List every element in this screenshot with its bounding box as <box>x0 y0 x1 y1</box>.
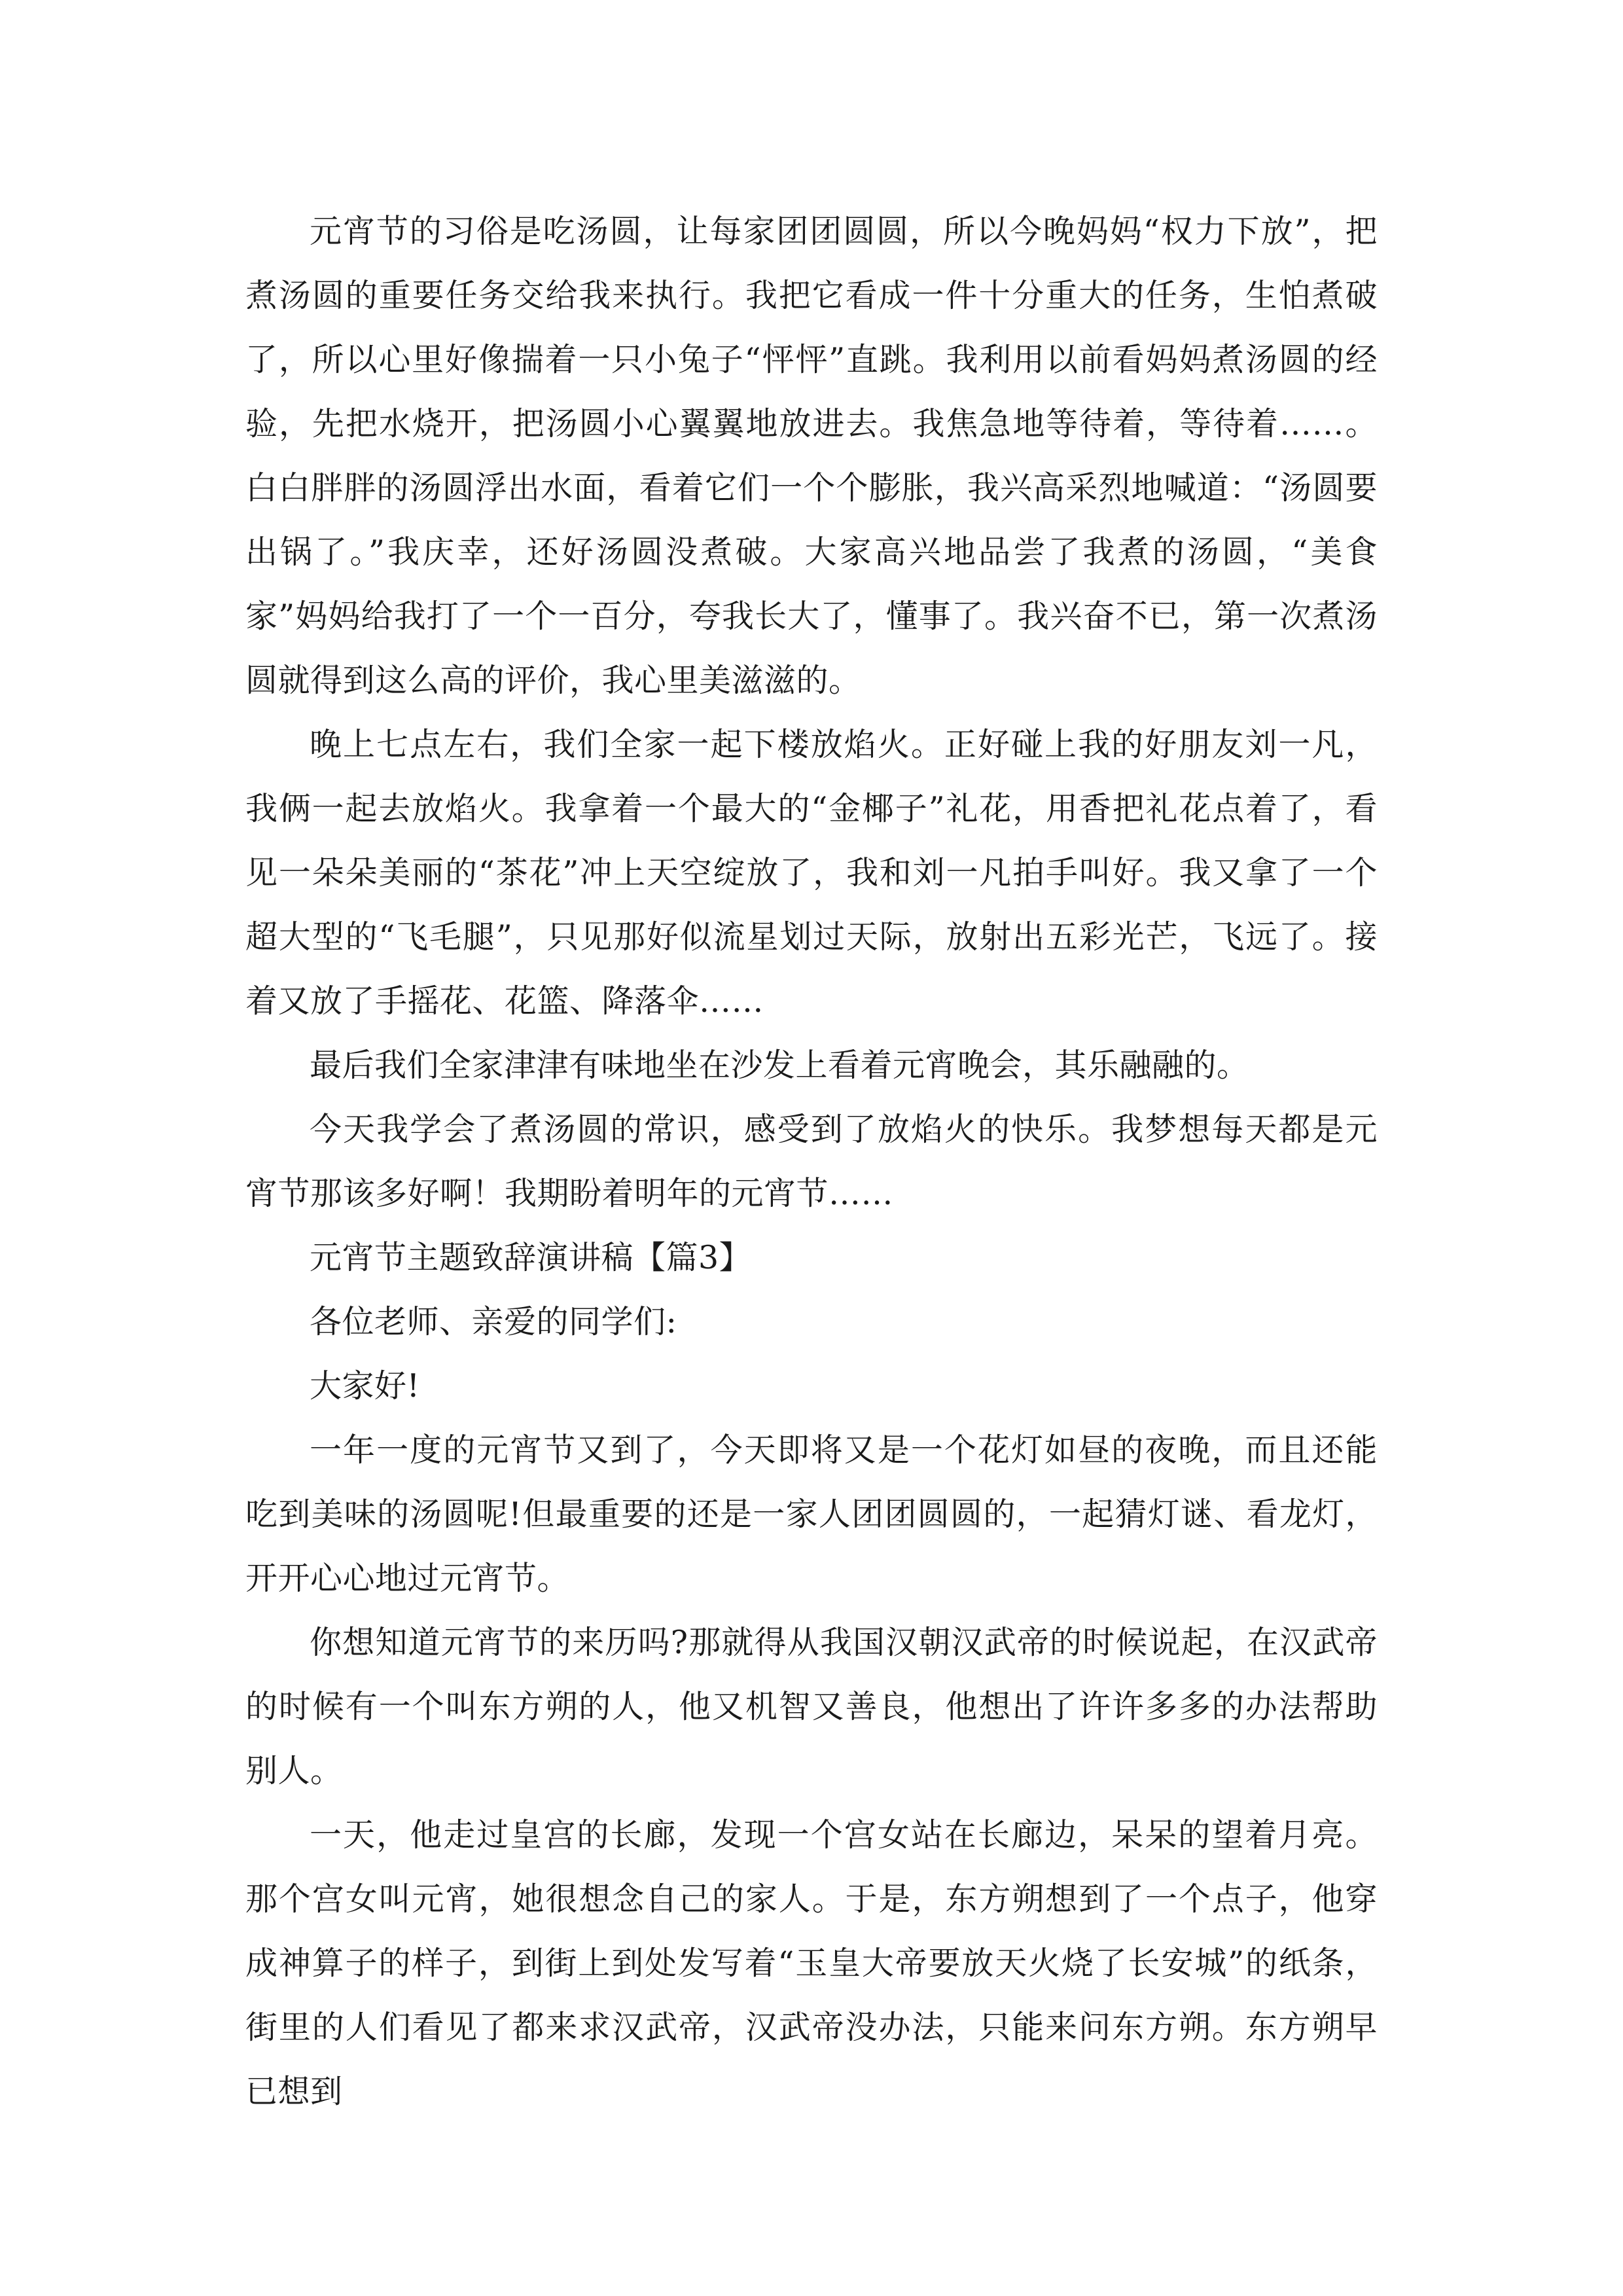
paragraph-tangyuan: 元宵节的习俗是吃汤圆，让每家团团圆圆，所以今晚妈妈“权力下放”，把煮汤圆的重要任务交给我来执行。我把它看成一件十分重大的任务，生怕煮破了，所以心里好像揣着一只小兔子“怦怦”直跳。我利用以前看妈妈煮汤圆的经验，先把水烧开，把汤圆小心翼翼地放进去。我焦急地等待着，等待着……。白白胖胖的汤圆浮出水面，看着它们一个个膨胀，我兴高采烈地喊道：“汤圆要出锅了。”我庆幸，还好汤圆没煮破。大家高兴地品尝了我煮的汤圆，“美食家”妈妈给我打了一个一百分，夸我长大了，懂事了。我兴奋不已，第一次煮汤圆就得到这么高的评价，我心里美滋滋的。 <box>245 213 1378 699</box>
paragraph-fireworks: 晚上七点左右，我们全家一起下楼放焰火。正好碰上我的好朋友刘一凡，我俩一起去放焰火。我拿着一个最大的“金椰子”礼花，用香把礼花点着了，看见一朵朵美丽的“茶花”冲上天空绽放了，我和刘一凡拍手叫好。我又拿了一个超大型的“飞毛腿”，只见那好似流星划过天际，放射出五彩光芒，飞远了。接着又放了手摇花、花篮、降落伞…… <box>245 726 1378 1020</box>
greeting: 大家好! <box>310 1367 420 1405</box>
paragraph-gala: 最后我们全家津津有味地坐在沙发上看着元宵晚会，其乐融融的。 <box>310 1047 1249 1084</box>
document-body <box>245 200 1378 2124</box>
salutation: 各位老师、亲爱的同学们: <box>310 1303 677 1340</box>
section-heading: 元宵节主题致辞演讲稿【篇3】 <box>310 1239 752 1276</box>
paragraph-conclusion: 今天我学会了煮汤圆的常识，感受到了放焰火的快乐。我梦想每天都是元宵节那该多好啊！我期盼着明年的元宵节…… <box>245 1111 1378 1212</box>
paragraph-intro: 一年一度的元宵节又到了，今天即将又是一个花灯如昼的夜晚，而且还能吃到美味的汤圆呢!但最重要的还是一家人团团圆圆的，一起猜灯谜、看龙灯，开开心心地过元宵节。 <box>245 1431 1378 1597</box>
paragraph-story: 一天，他走过皇宫的长廊，发现一个宫女站在长廊边，呆呆的望着月亮。那个宫女叫元宵，她很想念自己的家人。于是，东方朔想到了一个点子，他穿成神算子的样子，到街上到处发写着“玉皇大帝要放天火烧了长安城”的纸条，街里的人们看见了都来求汉武帝，汉武帝没办法，只能来问东方朔。东方朔早已想到 <box>245 1816 1378 2110</box>
paragraph-origin: 你想知道元宵节的来历吗?那就得从我国汉朝汉武帝的时候说起，在汉武帝的时候有一个叫东方朔的人，他又机智又善良，他想出了许许多多的办法帮助别人。 <box>245 1624 1378 1789</box>
